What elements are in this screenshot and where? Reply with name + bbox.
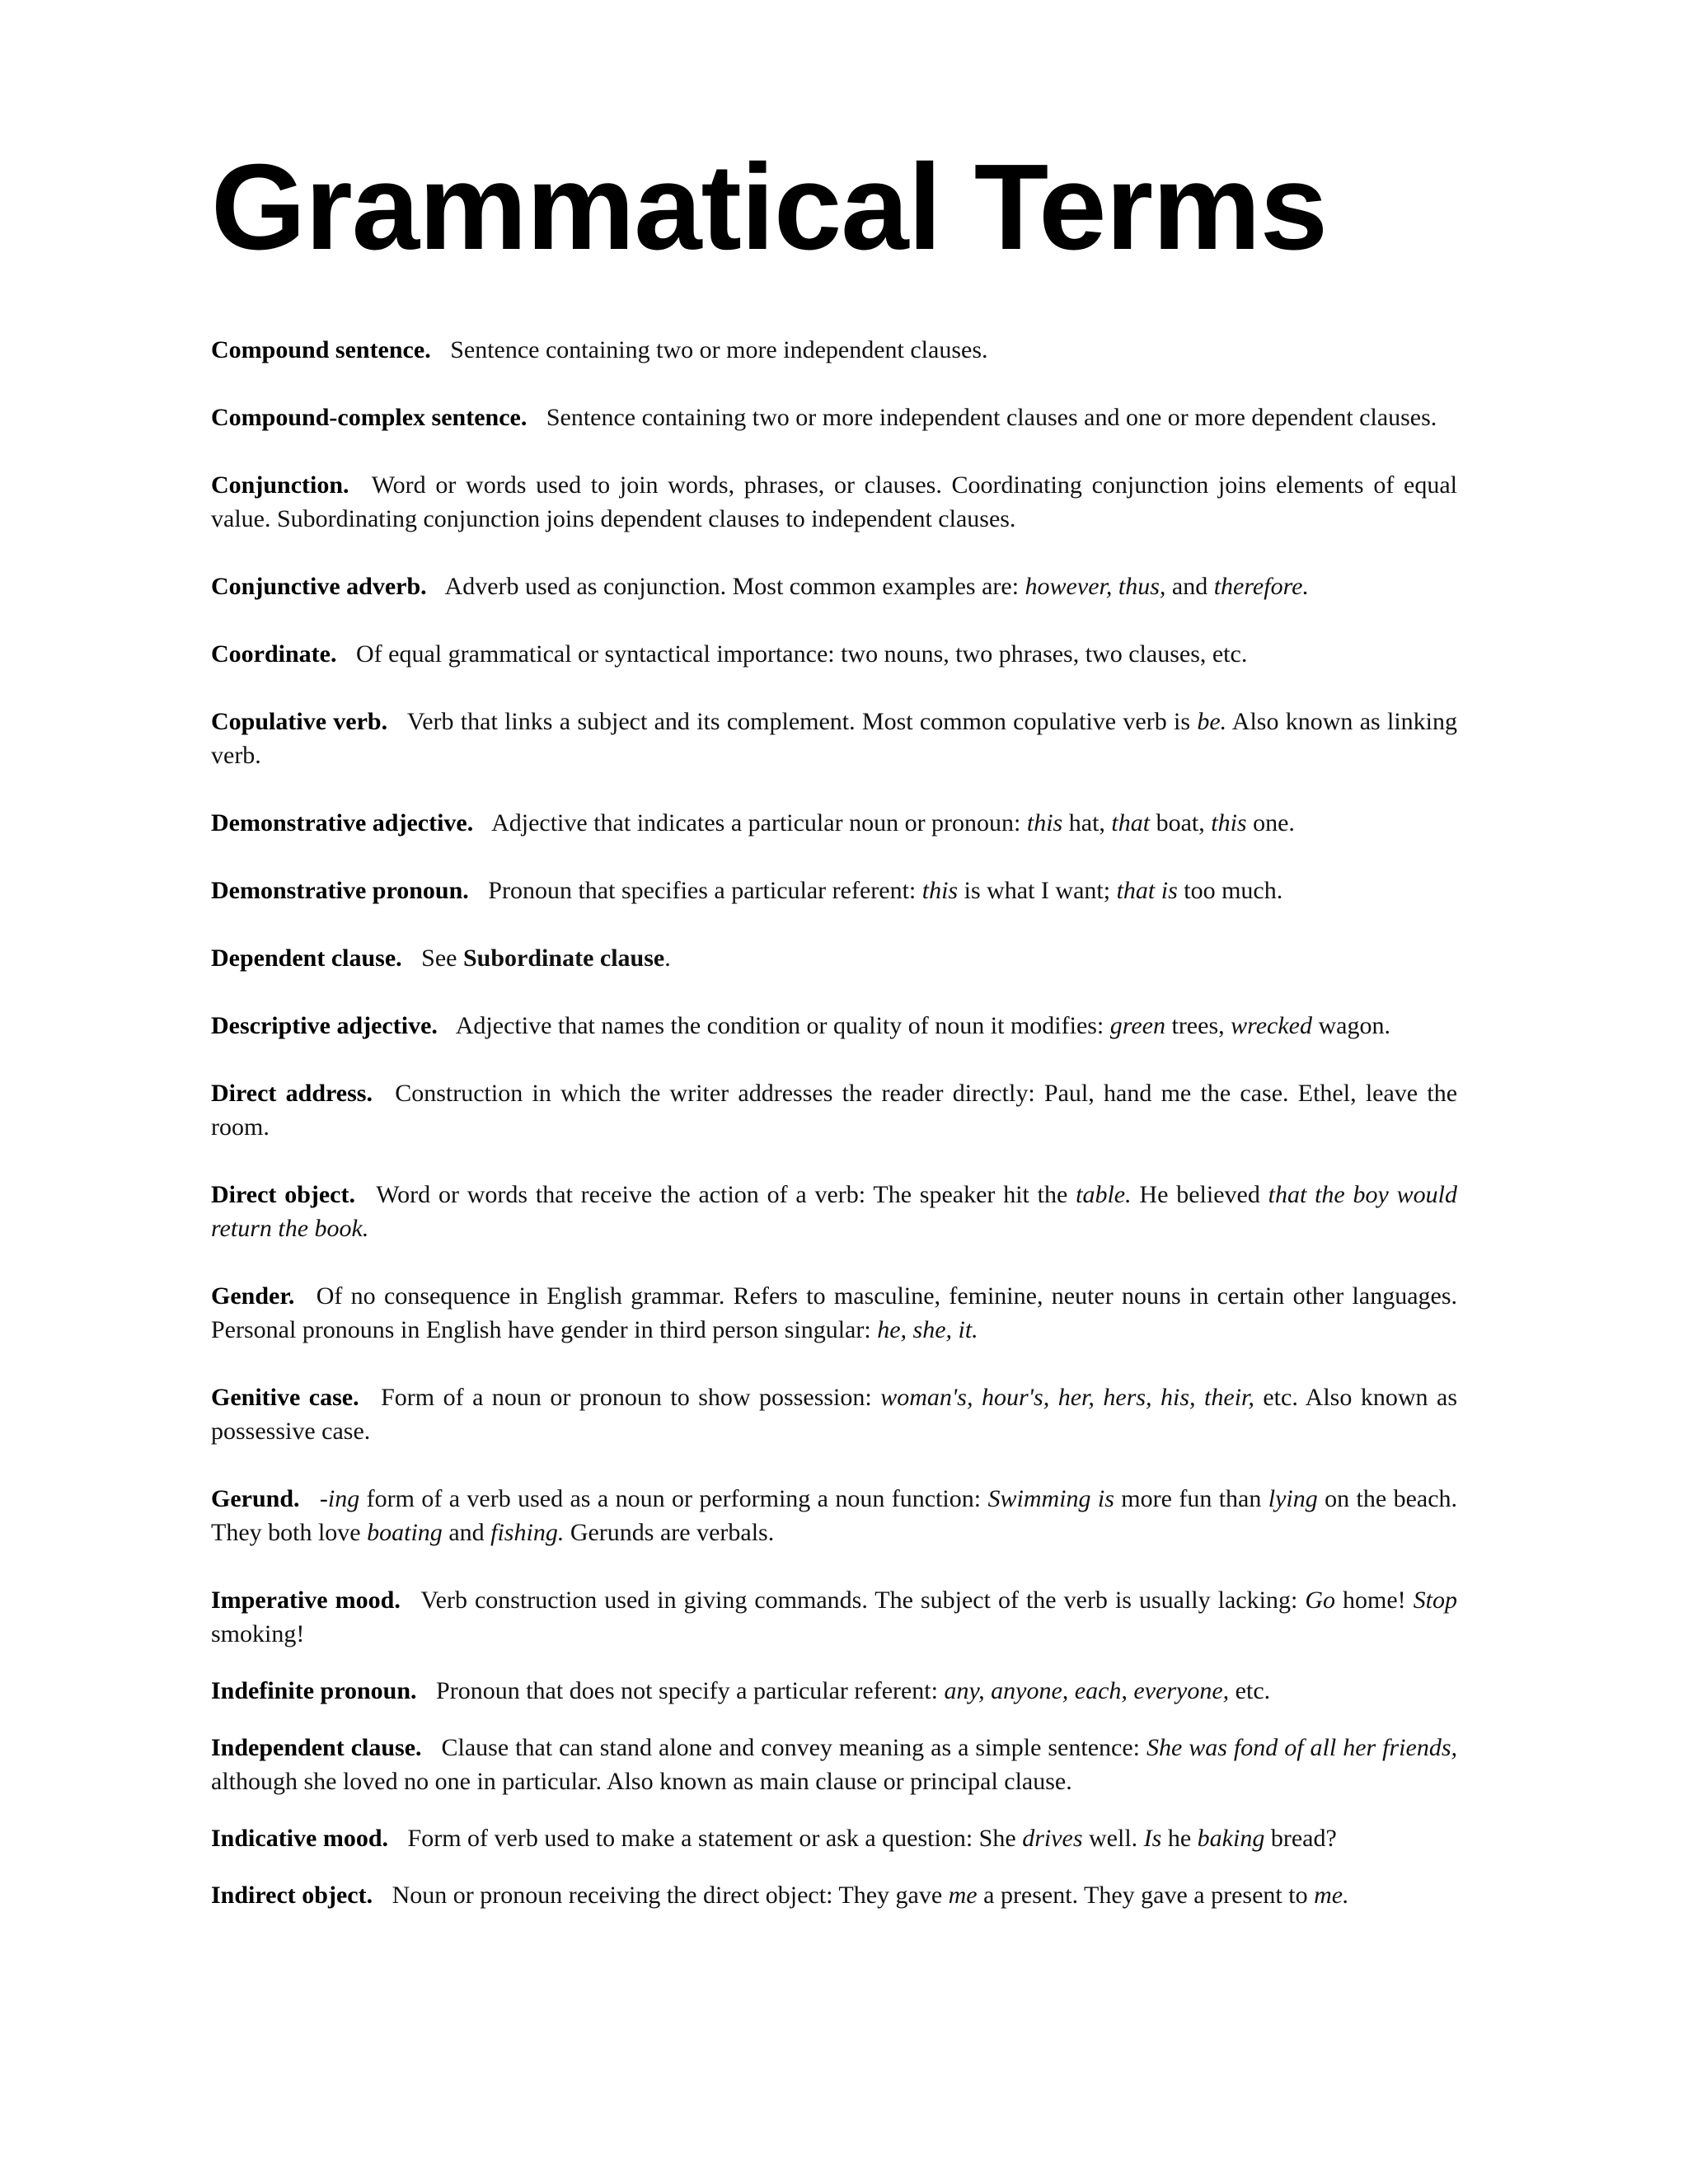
entry-term: Gerund. [211,1485,300,1512]
entry-term: Coordinate. [211,640,337,668]
entry-definition: Adjective that names the condition or quality of noun it modifies: green trees, wrecked wagon. [455,1012,1390,1039]
example-text: Swimming is [987,1485,1114,1512]
entry-term: Independent clause. [211,1734,422,1761]
entry-definition: Pronoun that does not specify a particular referent: any, anyone, each, everyone, etc. [436,1677,1271,1704]
example-text: -ing [319,1485,360,1512]
example-text: be. [1197,708,1227,735]
entry-definition: Adjective that indicates a particular noun or pronoun: this hat, that boat, this one. [491,809,1295,837]
entry-term: Imperative mood. [211,1586,401,1614]
entry-term: Genitive case. [211,1384,359,1411]
entry-term: Conjunction. [211,471,349,499]
glossary-entry [211,1076,1457,1144]
example-text: however, thus, [1025,573,1166,600]
example-text: She was fond of all her friends, [1146,1734,1458,1761]
glossary-entry [211,401,1457,434]
example-text: that the boy would return the book. [211,1181,1457,1242]
example-text: any, anyone, each, everyone, [944,1677,1230,1704]
entry-definition: Pronoun that specifies a particular referent: this is what I want; that is too much. [488,877,1283,904]
glossary-entry [211,1731,1457,1798]
example-text: me [948,1882,978,1909]
example-text: therefore. [1213,573,1309,600]
example-text: that [1111,809,1151,837]
entry-definition: Word or words that receive the action of a verb: The speaker hit the table. He believed that the boy would return the book. [211,1181,1457,1242]
example-text: he, she, it. [877,1316,978,1343]
entry-definition: -ing form of a verb used as a noun or performing a noun function: Swimming is more fun than lying on the beach. They both love boating and fishing. Gerunds are verbals. [211,1485,1458,1546]
glossary-entry [211,1878,1457,1912]
example-text: lying [1268,1485,1318,1512]
example-text: fishing. [490,1519,565,1546]
entry-term: Indirect object. [211,1882,373,1909]
example-text: that is [1116,877,1178,904]
entry-term: Demonstrative adjective. [211,809,474,837]
entry-definition: Word or words used to join words, phrases, or clauses. Coordinating conjunction joins elements of equal value. Subordinating conjunction joins dependent clauses to independent clauses. [211,471,1457,532]
example-text: this [921,877,959,904]
glossary-entry [211,1380,1457,1448]
entry-definition: Adverb used as conjunction. Most common examples are: however, thus, and therefore. [444,573,1309,600]
glossary-entry [211,1279,1457,1347]
glossary-entry [211,1009,1457,1043]
glossary-entry [211,1178,1457,1245]
glossary-entry [211,941,1457,975]
entry-definition: Clause that can stand alone and convey meaning as a simple sentence: She was fond of all her friends, although she loved no one in particular. Also known as main clause or principal clause. [211,1734,1458,1795]
entry-term: Gender. [211,1282,295,1310]
example-text: woman's, hour's, her, hers, his, their, [880,1384,1254,1411]
entry-term: Descriptive adjective. [211,1012,438,1039]
example-text: me. [1314,1882,1349,1909]
entry-term: Indefinite pronoun. [211,1677,417,1704]
example-text: table. [1076,1181,1132,1208]
glossary-entry [211,1583,1457,1651]
entry-term: Compound sentence. [211,336,431,363]
glossary-entry [211,806,1457,840]
cross-reference: Subordinate clause [463,944,665,972]
example-text: wrecked [1231,1012,1312,1039]
glossary-entry [211,569,1457,603]
document-page [211,139,1458,1935]
entry-term: Direct object. [211,1181,355,1208]
example-text: boating [367,1519,443,1546]
glossary-entry [211,468,1457,536]
entry-term: Conjunctive adverb. [211,573,427,600]
entry-term: Copulative verb. [211,708,388,735]
entry-definition: Of no consequence in English grammar. Refers to masculine, feminine, neuter nouns in certain other languages. Personal pronouns in English have gender in third person singular: he, she, it. [211,1282,1457,1343]
entry-definition: Of equal grammatical or syntactical importance: two nouns, two phrases, two clauses, etc. [356,640,1248,668]
entry-definition: Verb construction used in giving commands. The subject of the verb is usually lacking: Go home! Stop smoking! [211,1586,1458,1647]
example-text: Go [1305,1586,1335,1614]
glossary-entry [211,637,1457,671]
entry-term: Compound-complex sentence. [211,404,528,431]
entry-term: Direct address. [211,1080,373,1107]
glossary-list [211,333,1457,1912]
example-text: green [1109,1012,1165,1039]
entry-definition: Form of verb used to make a statement or ask a question: She drives well. Is he baking bread? [407,1825,1337,1852]
glossary-entry [211,333,1457,367]
glossary-entry [211,1821,1457,1855]
example-text: Stop [1413,1586,1458,1614]
glossary-entry [211,705,1457,772]
entry-definition: Form of a noun or pronoun to show possession: woman's, hour's, her, hers, his, their, etc. Also known as possessive case. [211,1384,1457,1445]
example-text: Is [1143,1825,1162,1852]
entry-definition: Sentence containing two or more independent clauses. [450,336,988,363]
example-text: this [1211,809,1247,837]
entry-term: Demonstrative pronoun. [211,877,469,904]
entry-definition: Construction in which the writer addresses the reader directly: Paul, hand me the case. Ethel, leave the room. [211,1080,1458,1141]
glossary-entry [211,1674,1457,1708]
entry-definition: Noun or pronoun receiving the direct object: They gave me a present. They gave a present to me. [392,1882,1349,1909]
page-title: Grammatical Terms [211,139,1328,275]
example-text: baking [1197,1825,1265,1852]
entry-term: Dependent clause. [211,944,402,972]
entry-term: Indicative mood. [211,1825,389,1852]
entry-definition: See Subordinate clause. [421,944,671,972]
example-text: drives [1022,1825,1083,1852]
entry-definition: Verb that links a subject and its complement. Most common copulative verb is be. Also known as linking verb. [211,708,1457,769]
entry-definition: Sentence containing two or more independent clauses and one or more dependent clauses. [546,404,1437,431]
example-text: this [1026,809,1063,837]
glossary-entry [211,1482,1457,1549]
glossary-entry [211,874,1457,907]
